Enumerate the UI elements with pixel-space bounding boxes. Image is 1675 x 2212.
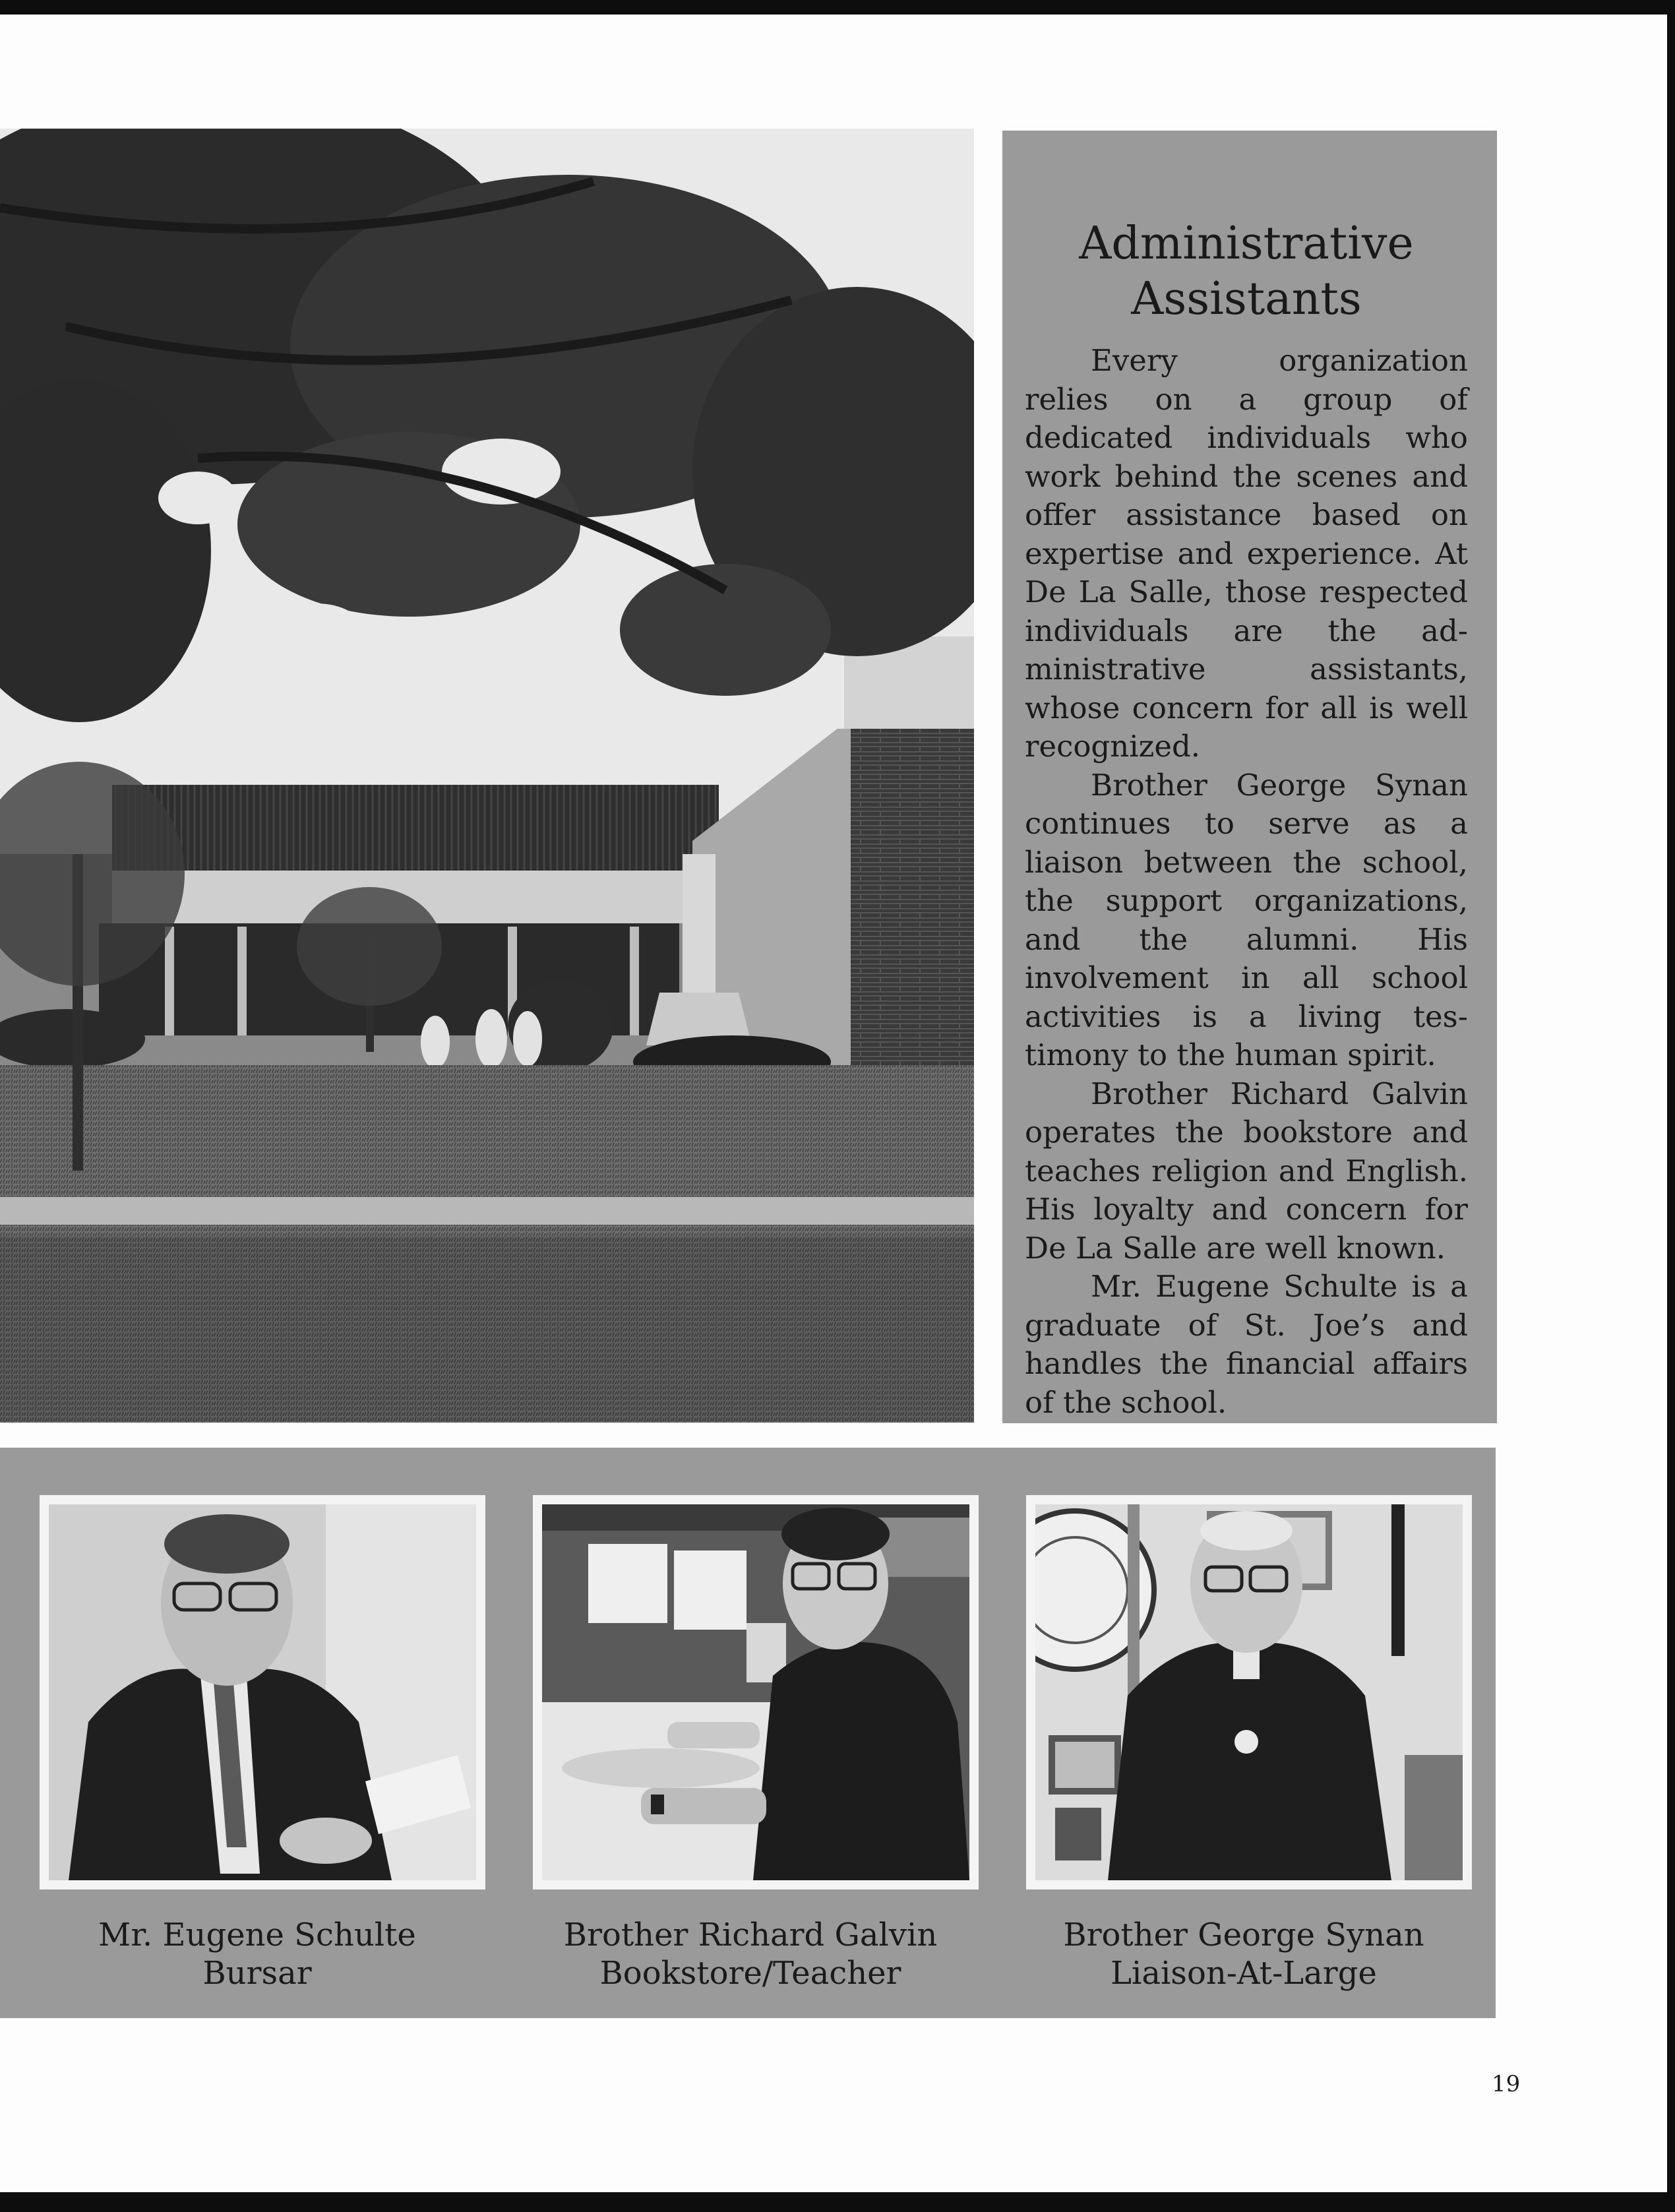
article-panel — [1002, 131, 1497, 1423]
scan-border-right — [1667, 0, 1675, 2212]
article-paragraph: Brother George Synan continues to serve as a liaison between the school, the support organizations, and the alumni. His involvement in all school activities is a living testimony to the human spirit. — [1025, 767, 1468, 1072]
portrait-photo-schulte — [40, 1495, 485, 1889]
caption-galvin — [500, 1916, 1001, 1992]
portrait-band — [0, 1448, 1496, 2018]
caption-name: Mr. Eugene Schulte — [98, 1917, 416, 1953]
article-body — [1025, 342, 1468, 1422]
caption-role: Liaison-At-Large — [1111, 1955, 1377, 1992]
scan-border-top — [0, 0, 1675, 15]
portrait-photo-synan — [1026, 1495, 1472, 1889]
caption-role: Bursar — [202, 1955, 312, 1992]
article-title-line2: Assistants — [1131, 273, 1362, 325]
caption-name: Brother George Synan — [1063, 1917, 1424, 1953]
caption-name: Brother Richard Galvin — [563, 1917, 938, 1953]
article-title — [1025, 216, 1468, 327]
article-paragraph: Every organization relies on a group of dedicated individuals who work behind the scenes and offer assistance based on expertise and experience. At De La Salle, those respected individuals are the administrative assistants, whose concern for all is well recognized. — [1025, 343, 1468, 764]
article-title-line1: Administrative — [1079, 218, 1414, 270]
caption-synan — [993, 1916, 1494, 1992]
article-paragraph: Brother Richard Galvin operates the bookstore and teaches religion and English. His loyalty and concern for De La Salle are well known. — [1025, 1076, 1468, 1266]
page-number: 19 — [1492, 2071, 1521, 2097]
article-paragraph: Mr. Eugene Schulte is a graduate of St. Joe’s and handles the financial affairs of the school. — [1025, 1269, 1468, 1420]
campus-photo — [0, 129, 974, 1423]
caption-role: Bookstore/Teacher — [599, 1955, 901, 1992]
scan-border-bottom — [0, 2192, 1675, 2212]
caption-schulte — [7, 1916, 508, 1992]
portrait-photo-galvin — [533, 1495, 979, 1889]
